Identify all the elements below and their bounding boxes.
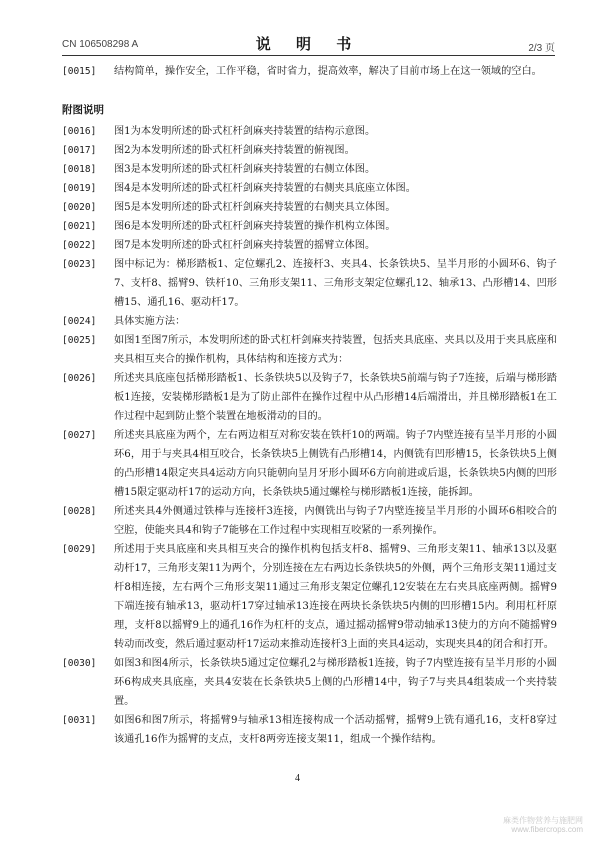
watermark [503, 816, 583, 834]
page-header [62, 33, 555, 56]
paragraph-number: [0016] [62, 126, 97, 137]
paragraph [62, 711, 557, 749]
paragraph-text: 所述夹具底座为两个，左右两边相互对称安装在铁杆10的两端。钩子7内壁连接有呈半月形的小圆环6，用于与夹具4相互咬合，长条铁块5上侧铣有凸形槽14，内侧铣有凹形槽15，长条铁块5上侧的凸形槽14限定夹具4运动方向只能朝向呈月牙形小圆环6方向前进或后退，长条铁块5内侧的凹形槽15限定驱动杆17的运动方向，长条铁块5通过螺栓与梯形踏板1连接，能拆卸。 [114, 430, 557, 498]
paragraph [62, 540, 557, 654]
section-title: 附图说明 [62, 104, 104, 116]
paragraph-text: 图2为本发明所述的卧式杠杆剑麻夹持装置的俯视图。 [114, 145, 355, 156]
paragraph-number: [0024] [62, 316, 97, 327]
paragraph-text: 图3是本发明所述的卧式杠杆剑麻夹持装置的右侧立体图。 [114, 164, 376, 175]
paragraph-number: [0029] [62, 544, 97, 555]
paragraph-text: 所述夹具底座包括梯形踏板1、长条铁块5以及钩子7，长条铁块5前端与钩子7连接，后端与梯形踏板1连接，安装梯形踏板1是为了防止部件在操作过程中从凸形槽14后端滑出，并且梯形踏板1在工作过程中起到防止整个装置在地板滑动的目的。 [114, 373, 557, 422]
paragraph-text: 如图6和图7所示，将摇臂9与轴承13相连接构成一个活动摇臂，摇臂9上铣有通孔16，支杆8穿过该通孔16作为摇臂的支点，支杆8两旁连接支架11，组成一个操作结构。 [114, 715, 557, 745]
paragraph-number: [0017] [62, 145, 97, 156]
paragraph-text: 图6是本发明所述的卧式杠杆剑麻夹持装置的操作机构立体图。 [114, 221, 396, 232]
paragraph [62, 369, 557, 426]
patent-number: CN 106508298 A [62, 39, 139, 50]
paragraph-text: 具体实施方法： [114, 316, 186, 327]
paragraph [62, 141, 557, 160]
paragraph [62, 122, 557, 141]
paragraph-number: [0015] [62, 66, 97, 77]
paragraph [62, 198, 557, 217]
paragraph-text: 图4是本发明所述的卧式杠杆剑麻夹持装置的右侧夹具底座立体图。 [114, 183, 416, 194]
paragraph [62, 502, 557, 540]
paragraph-list [62, 122, 557, 749]
paragraph-text: 结构简单，操作安全，工作平稳，省时省力，提高效率，解决了目前市场上在这一领域的空白。 [114, 66, 542, 77]
paragraph-text: 所述用于夹具底座和夹具相互夹合的操作机构包括支杆8、摇臂9、三角形支架11、轴承13以及驱动杆17，三角形支架11为两个，分别连接在左右两边长条铁块5的外侧，两个三角形支架11通过支杆8相连接，左右两个三角形支架11通过三角形支架定位螺孔12安装在左右夹具底座两侧。摇臂9下端连接有轴承13，驱动杆17穿过轴承13连接在两块长条铁块5内侧的凹形槽15内。利用杠杆原理，支杆8以摇臂9上的通孔16作为杠杆的支点，通过摇动摇臂9带动轴承13使力的方向不随摇臂9转动而改变，然后通过驱动杆17运动来推动连接杆3上面的夹具4运动，实现夹具4的闭合和打开。 [114, 544, 557, 650]
paragraph-number: [0028] [62, 506, 97, 517]
paragraph-number: [0027] [62, 430, 97, 441]
paragraph [62, 179, 557, 198]
paragraph-number: [0030] [62, 658, 97, 669]
document-title: 说 明 书 [255, 35, 362, 53]
paragraph-number: [0020] [62, 202, 97, 213]
page-number: 4 [295, 773, 300, 784]
paragraph-text: 图5是本发明所述的卧式杠杆剑麻夹持装置的右侧夹具立体图。 [114, 202, 396, 213]
paragraph-text: 所述夹具4外侧通过铁棒与连接杆3连接，内侧铣出与钩子7内壁连接呈半月形的小圆环6相咬合的空腔，使能夹具4和钩子7能够在工作过程中实现相互咬紧的一系列操作。 [114, 506, 557, 536]
paragraph-text: 如图3和图4所示，长条铁块5通过定位螺孔2与梯形踏板1连接，钩子7内壁连接有呈半月形的小圆环6构成夹具底座，夹具4安装在长条铁块5上侧的凸形槽14中，钩子7与夹具4组装成一个夹持装置。 [114, 658, 557, 707]
paragraph-number: [0022] [62, 240, 97, 251]
paragraph [62, 255, 557, 312]
paragraph-text: 图7是本发明所述的卧式杠杆剑麻夹持装置的摇臂立体图。 [114, 240, 376, 251]
paragraph-number: [0021] [62, 221, 97, 232]
paragraph-number: [0019] [62, 183, 97, 194]
paragraph [62, 217, 557, 236]
paragraph-number: [0026] [62, 373, 97, 384]
paragraph-text: 图1为本发明所述的卧式杠杆剑麻夹持装置的结构示意图。 [114, 126, 376, 137]
paragraph-number: [0025] [62, 335, 97, 346]
paragraph [62, 312, 557, 331]
intro-paragraphs [62, 62, 557, 81]
document-body [62, 62, 557, 749]
paragraph [62, 236, 557, 255]
watermark-url: www.fibercrops.com [511, 825, 583, 834]
watermark-line: 麻类作物营养与施肥网 [503, 816, 583, 825]
paragraph [62, 160, 557, 179]
paragraph [62, 426, 557, 502]
page-info: 2/3 页 [528, 43, 555, 54]
paragraph-number: [0031] [62, 715, 97, 726]
paragraph-number: [0018] [62, 164, 97, 175]
paragraph [62, 62, 557, 81]
paragraph [62, 654, 557, 711]
paragraph-text: 如图1至图7所示，本发明所述的卧式杠杆剑麻夹持装置，包括夹具底座、夹具以及用于夹具底座和夹具相互夹合的操作机构，具体结构和连接方式为： [114, 335, 557, 365]
paragraph [62, 331, 557, 369]
paragraph-text: 图中标记为：梯形踏板1、定位螺孔2、连接杆3、夹具4、长条铁块5、呈半月形的小圆环6、钩子7、支杆8、摇臂9、铁杆10、三角形支架11、三角形支架定位螺孔12、轴承13、凸形槽14、凹形槽15、通孔16、驱动杆17。 [114, 259, 557, 308]
paragraph-number: [0023] [62, 259, 97, 270]
